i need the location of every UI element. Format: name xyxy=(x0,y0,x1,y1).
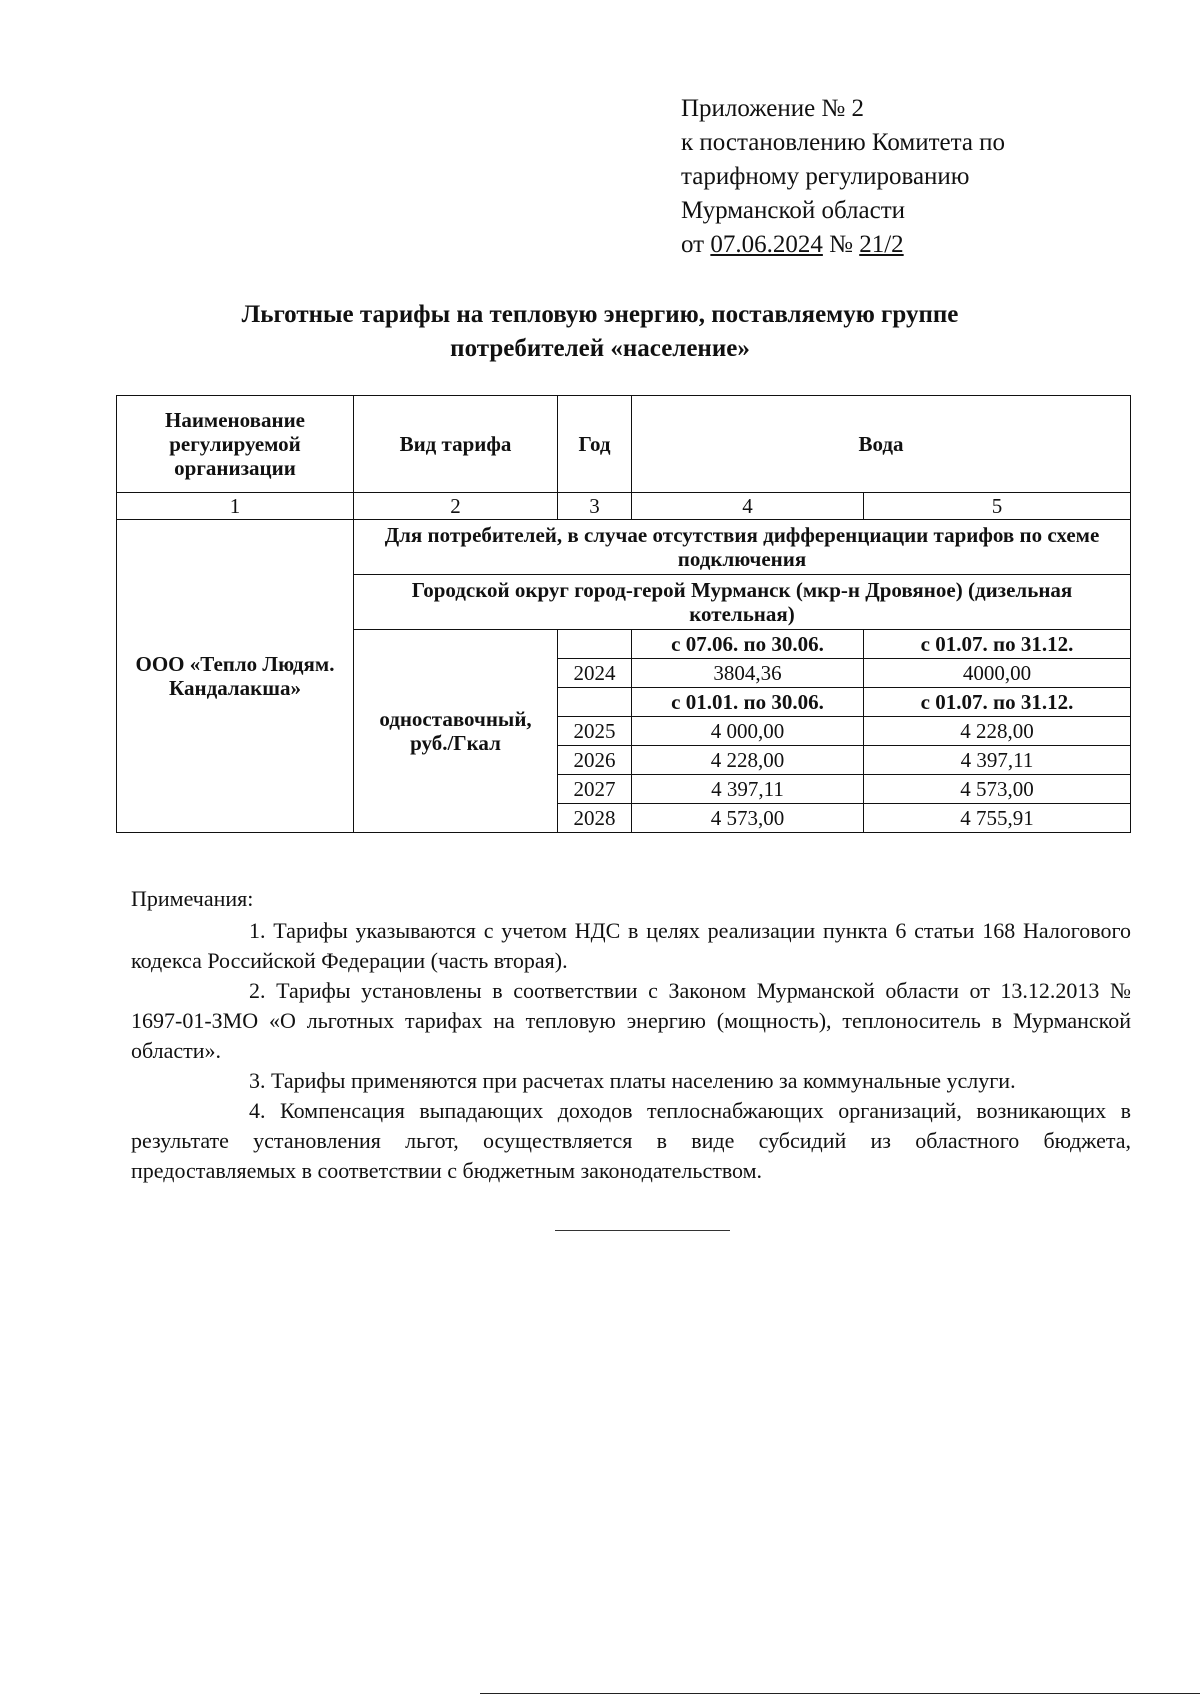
title-line-1: Льготные тарифы на тепловую энергию, поставляемую группе xyxy=(241,301,959,328)
note-item-1: 1. Тарифы указываются с учетом НДС в целях реализации пункта 6 статьи 168 Налогового кодекса Российской Федерации (часть вторая). xyxy=(131,918,1131,973)
date-prefix: от xyxy=(681,231,711,258)
period-2024-second: с 01.07. по 31.12. xyxy=(864,630,1131,659)
notes-label: Примечания: xyxy=(131,886,254,911)
year-cell: 2026 xyxy=(558,746,632,775)
value-cell: 4 573,00 xyxy=(632,804,864,833)
value-cell: 4000,00 xyxy=(864,659,1131,688)
value-cell: 4 228,00 xyxy=(864,717,1131,746)
end-divider xyxy=(555,1230,730,1231)
group-location: Городской округ город-герой Мурманск (мкр-н Дровяное) (дизельная котельная) xyxy=(354,575,1131,630)
header-water: Вода xyxy=(632,396,1131,493)
appendix-line-4: Мурманской области xyxy=(681,197,906,224)
note-item-3: 3. Тарифы применяются при расчетах платы населению за коммунальные услуги. xyxy=(249,1068,1016,1093)
group-no-differentiation: Для потребителей, в случае отсутствия дифференциации тарифов по схеме подключения xyxy=(354,520,1131,575)
col-number-2: 2 xyxy=(354,493,558,520)
title-line-2: потребителей «население» xyxy=(450,335,750,362)
year-cell: 2025 xyxy=(558,717,632,746)
col-number-1: 1 xyxy=(117,493,354,520)
decree-date: 07.06.2024 xyxy=(710,231,823,258)
year-cell: 2024 xyxy=(558,659,632,688)
header-tariff-type: Вид тарифа xyxy=(354,396,558,493)
value-cell: 4 755,91 xyxy=(864,804,1131,833)
col-number-5: 5 xyxy=(864,493,1131,520)
notes-section xyxy=(131,884,1131,1186)
value-cell: 4 397,11 xyxy=(864,746,1131,775)
header-year: Год xyxy=(558,396,632,493)
decree-number: 21/2 xyxy=(859,231,904,258)
appendix-line-2: к постановлению Комитета по xyxy=(681,129,1006,156)
value-cell: 4 573,00 xyxy=(864,775,1131,804)
document-title xyxy=(120,298,1080,366)
year-cell: 2028 xyxy=(558,804,632,833)
value-cell: 3804,36 xyxy=(632,659,864,688)
col-number-4: 4 xyxy=(632,493,864,520)
value-cell: 4 228,00 xyxy=(632,746,864,775)
appendix-line-1: Приложение № 2 xyxy=(681,95,865,122)
tariff-type: одноставочный, руб./Гкал xyxy=(354,630,558,833)
col-number-3: 3 xyxy=(558,493,632,520)
org-name: ООО «Тепло Людям. Кандалакша» xyxy=(117,520,354,833)
appendix-date-line xyxy=(681,228,1005,262)
period-spacer-2024 xyxy=(558,630,632,659)
period-2024-first: с 07.06. по 30.06. xyxy=(632,630,864,659)
value-cell: 4 397,11 xyxy=(632,775,864,804)
tariff-table xyxy=(116,395,1131,833)
note-item-2: 2. Тарифы установлены в соответствии с Законом Мурманской области от 13.12.2013 № 1697-01-ЗМО «О льготных тарифах на тепловую энергию (мощность), теплоноситель в Мурманской области». xyxy=(131,978,1131,1063)
appendix-header xyxy=(681,92,1005,262)
value-cell: 4 000,00 xyxy=(632,717,864,746)
appendix-line-3: тарифному регулированию xyxy=(681,163,970,190)
period-next-first: с 01.01. по 30.06. xyxy=(632,688,864,717)
note-item-4: 4. Компенсация выпадающих доходов теплоснабжающих организаций, возникающих в результате установления льгот, осуществляется в виде субсидий из областного бюджета, предоставляемых в соответствии с бюджетным законодательством. xyxy=(131,1098,1131,1183)
year-cell: 2027 xyxy=(558,775,632,804)
number-prefix: № xyxy=(822,231,860,258)
period-spacer-next xyxy=(558,688,632,717)
header-org: Наименование регулируемой организации xyxy=(117,396,354,493)
bottom-edge-line xyxy=(480,1693,1200,1694)
period-next-second: с 01.07. по 31.12. xyxy=(864,688,1131,717)
